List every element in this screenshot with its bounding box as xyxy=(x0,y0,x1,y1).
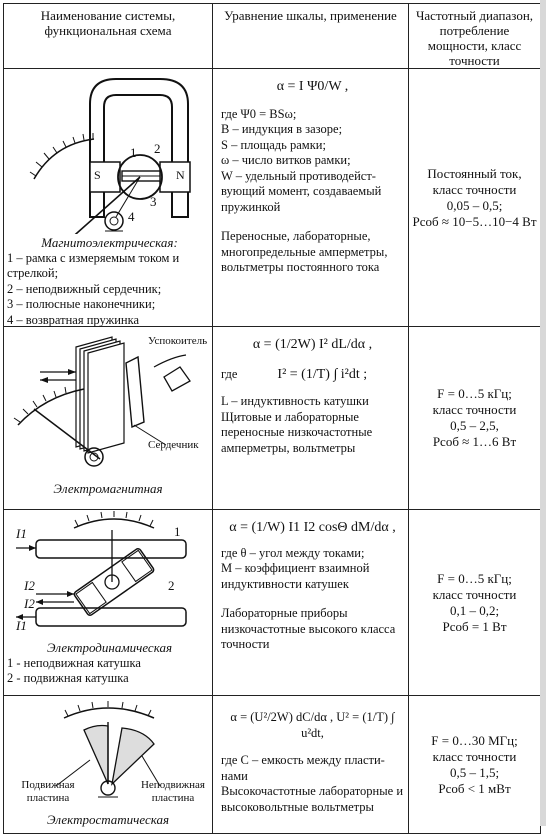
legend-item: 3 – полюсные наконечники; xyxy=(7,297,156,311)
application-text: Щитовые и лабораторные переносные низкочастотные амперметры, вольтметры xyxy=(221,409,373,455)
row1-specs-cell xyxy=(409,69,541,327)
row-electrostatic xyxy=(4,696,541,834)
formula-electrostatic: α = (U²/2W) dC/dα , U² = (1/T) ∫ u²dt, xyxy=(230,710,395,740)
spec-line: класс точности xyxy=(432,586,517,602)
label-3: 3 xyxy=(150,194,157,209)
application-text: Лабораторные приборы низкочастотные высокого класса точности xyxy=(221,606,396,651)
spec-line: F = 0…5 кГц; xyxy=(437,570,512,586)
header-col2: Уравнение шкалы, применение xyxy=(213,4,409,69)
row1-equation-cell xyxy=(213,69,409,327)
definition-line: вующий момент, создаваемый xyxy=(221,184,382,198)
label-2: 2 xyxy=(154,141,161,156)
row1-schema-cell xyxy=(4,69,213,327)
legend-item: 2 – неподвижный сердечник; xyxy=(7,281,162,296)
header-col3: Частотный диапазон, потребление мощности, класс точности xyxy=(409,4,541,69)
spec-line: F = 0…30 МГц; xyxy=(431,732,518,748)
legend-item: 1 - неподвижная катушка xyxy=(7,655,141,670)
definition-line: где θ – угол между токами; xyxy=(221,545,365,560)
caption-magnetoelectric: Магнитоэлектрическая: xyxy=(41,235,178,250)
legend-item: 4 – возвратная пружинка xyxy=(7,312,140,327)
spec-line: 0,5 – 1,5; xyxy=(449,764,500,780)
electrodynamic-diagram xyxy=(4,510,212,640)
spec-line: 0,05 – 0,5; xyxy=(446,197,503,213)
spec-line: Pсоб = 1 Вт xyxy=(442,618,507,634)
definition-line: где C – емкость между пласти-нами xyxy=(221,753,385,783)
row2-specs-cell xyxy=(409,327,541,510)
label-s: S xyxy=(94,168,101,182)
label-4: 4 xyxy=(128,209,135,224)
caption-electrostatic: Электростатическая xyxy=(46,812,170,827)
row3-equation-cell xyxy=(213,510,409,696)
measuring-systems-table xyxy=(3,3,541,834)
spec-line: Постоянный ток, xyxy=(427,165,522,181)
label-1: 1 xyxy=(174,524,181,539)
spec-line: Pсоб < 1 мВт xyxy=(438,780,511,796)
legend-item: 1 – рамка с измеряемым током и стрелкой; xyxy=(7,250,180,280)
row4-specs-cell xyxy=(409,696,541,834)
page-edge-shadow xyxy=(540,0,546,826)
spec-line: Pсоб ≈ 10−5…10−4 Вт xyxy=(412,213,537,229)
spec-line: класс точности xyxy=(432,181,517,197)
definition-line: B – индукция в зазоре; xyxy=(221,122,343,136)
row-electrodynamic xyxy=(4,510,541,696)
label-1: 1 xyxy=(130,145,137,160)
label-i1-bottom: I1 xyxy=(16,618,27,633)
formula-current-squared: I² = (1/T) ∫ i²dt ; xyxy=(277,366,368,382)
label-movable-plate: Подвижная пластина xyxy=(21,779,75,804)
formula2-prefix: где xyxy=(221,366,238,381)
label-2: 2 xyxy=(168,578,175,593)
header-col1: Наименование системы, функциональная схема xyxy=(4,4,213,69)
label-i1-top: I1 xyxy=(16,526,27,541)
label-core: Сердечник xyxy=(148,439,199,451)
row2-schema-cell xyxy=(4,327,213,510)
spec-line: Pсоб ≈ 1…6 Вт xyxy=(432,434,517,449)
label-fixed-plate: Неподвижная пластина xyxy=(140,779,205,804)
application-text: Переносные, лабораторные, многопредельные амперметры, вольтметры постоянного тока xyxy=(221,229,388,274)
definition-line: W – удельный противодейст- xyxy=(221,168,376,183)
header-row xyxy=(4,4,541,69)
row3-specs-cell xyxy=(409,510,541,696)
spec-line: F = 0…5 кГц; xyxy=(437,386,512,401)
spec-line: 0,5 – 2,5, xyxy=(450,418,499,433)
spec-line: класс точности xyxy=(432,402,517,417)
row-magnetoelectric xyxy=(4,69,541,327)
legend-item: 2 - подвижная катушка xyxy=(7,671,129,685)
caption-electromagnetic: Электромагнитная xyxy=(53,481,163,496)
row3-schema-cell xyxy=(4,510,213,696)
spec-line: 0,1 – 0,2; xyxy=(449,602,500,618)
application-text: Высокочастотные лабораторные и высоковольтные вольтметры xyxy=(221,784,404,814)
definition-line: пружинкой xyxy=(221,199,281,214)
label-i2-a: I2 xyxy=(24,578,35,593)
definition-line: L – индуктивность катушки xyxy=(221,394,369,408)
row4-schema-cell xyxy=(4,696,213,834)
formula-electromagnetic: α = (1/2W) I² dL/dα , xyxy=(252,337,373,352)
caption-electrodynamic: Электродинамическая xyxy=(46,640,172,655)
definition-line: M – коэффициент взаимной индуктивности катушек xyxy=(221,561,370,591)
row2-equation-cell xyxy=(213,327,409,510)
label-damper: Успокоитель xyxy=(148,335,208,347)
definition-line: S – площадь рамки; xyxy=(221,137,326,152)
definition-line: ω – число витков рамки; xyxy=(221,153,351,167)
formula-magnetoelectric: α = I Ψ0/W , xyxy=(276,79,349,94)
definition-line: где Ψ0 = BSω; xyxy=(221,106,297,121)
row-electromagnetic xyxy=(4,327,541,510)
spec-line: класс точности xyxy=(432,748,517,764)
magnetoelectric-diagram xyxy=(4,69,212,234)
row4-equation-cell xyxy=(213,696,409,834)
label-n: N xyxy=(176,168,185,182)
formula-electrodynamic: α = (1/W) I1 I2 cosΘ dM/dα , xyxy=(229,520,396,535)
label-i2-b: I2 xyxy=(24,596,35,611)
